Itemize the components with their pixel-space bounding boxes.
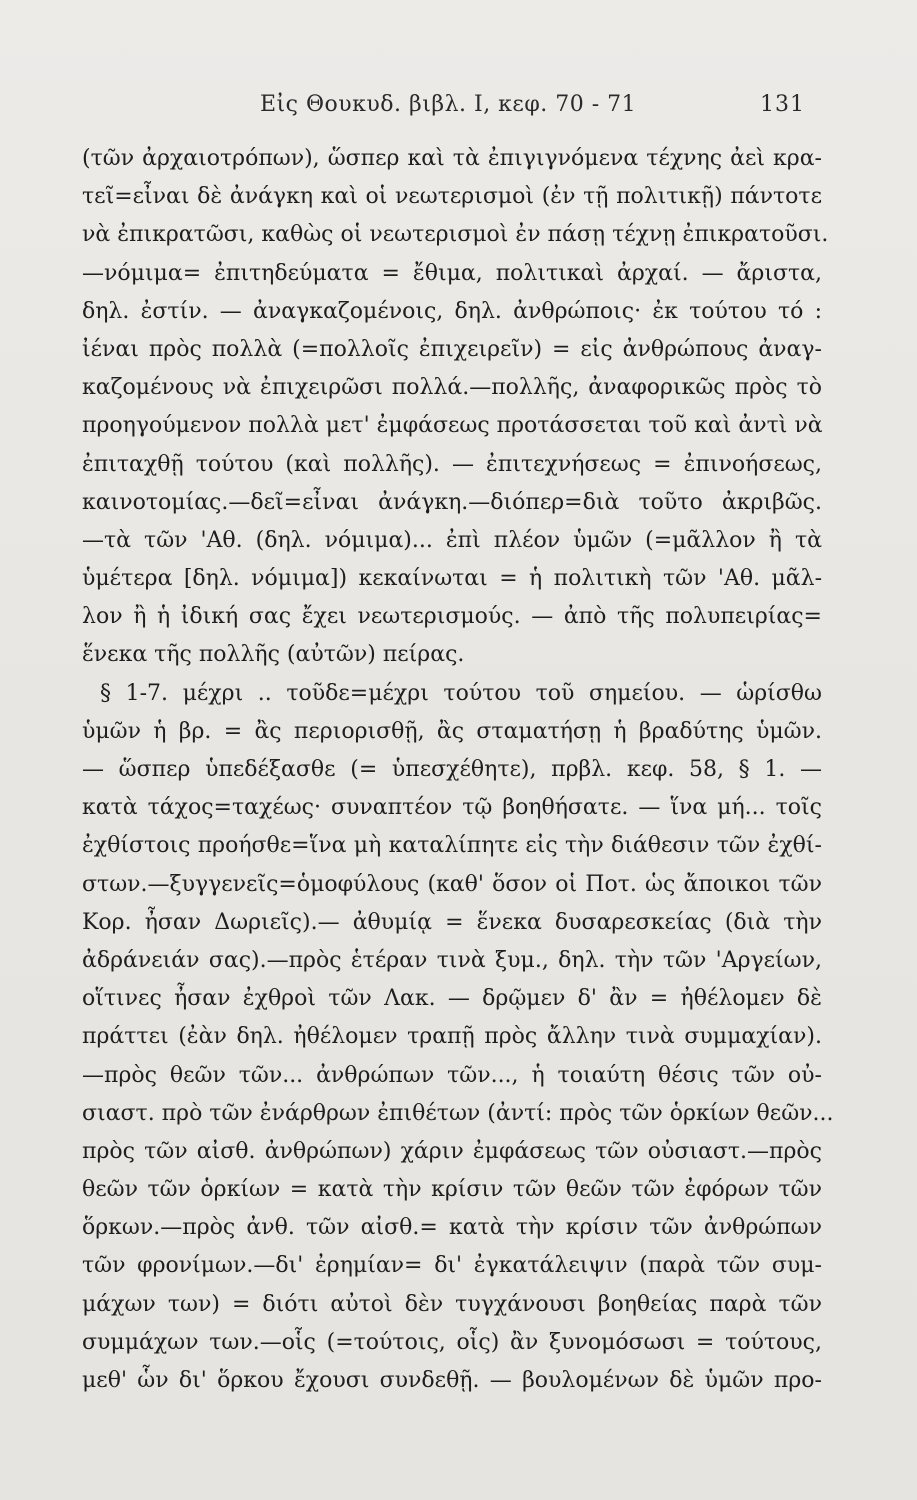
text-line: στων.—ξυγγενεῖς=ὁμοφύλους (καθ' ὅσον οἱ Ποτ. ὡς ἄποικοι τῶν	[82, 871, 822, 897]
text-line: προηγούμενον πολλὰ μετ' ἐμφάσεως προτάσσεται τοῦ καὶ ἀντὶ νὰ	[82, 413, 823, 439]
text-line: —τὰ τῶν 'Αθ. (δηλ. νόμιμα)... ἐπὶ πλέον ὑμῶν (=μᾶλλον ἢ τὰ	[82, 527, 822, 553]
text-line: κατὰ τάχος=ταχέως· συναπτέον τῷ βοηθήσατε. — ἵνα μή... τοῖς	[82, 795, 822, 821]
text-line: ὑμέτερα [δηλ. νόμιμα]) κεκαίνωται = ἡ πολιτικὴ τῶν 'Αθ. μᾶλ-	[82, 566, 822, 592]
text-line: σιαστ. πρὸ τῶν ἐνάρθρων ἐπιθέτων (ἀντί: πρὸς τῶν ὁρκίων θεῶν...	[82, 1100, 834, 1126]
text-line: ἐχθίστοις προήσθε=ἵνα μὴ καταλίπητε εἰς τὴν διάθεσιν τῶν ἐχθί-	[82, 833, 822, 859]
text-line: πράττει (ἐὰν δηλ. ἠθέλομεν τραπῇ πρὸς ἄλλην τινὰ συμμαχίαν).	[82, 1024, 822, 1050]
text-line: μάχων των) = διότι αὐτοὶ δὲν τυγχάνουσι βοηθείας παρὰ τῶν	[82, 1291, 822, 1317]
text-line: ἐπιταχθῇ τούτου (καὶ πολλῆς). — ἐπιτεχνήσεως = ἐπινοήσεως,	[82, 451, 822, 477]
text-line: συμμάχων των.—οἷς (=τούτοις, οἷς) ἂν ξυνομόσωσι = τούτους,	[82, 1329, 822, 1355]
text-line: ἰέναι πρὸς πολλὰ (=πολλοῖς ἐπιχειρεῖν) = εἰς ἀνθρώπους ἀναγ-	[82, 336, 822, 362]
page-header	[0, 84, 917, 124]
text-line: νὰ ἐπικρατῶσι, καθὼς οἱ νεωτερισμοὶ ἐν πάσῃ τέχνῃ ἐπικρατοῦσι.	[82, 222, 829, 248]
commentary-text	[82, 140, 834, 1400]
text-line: καινοτομίας.—δεῖ=εἶναι ἀνάγκη.—διόπερ=διὰ τοῦτο ἀκριβῶς.	[82, 489, 822, 515]
text-line: οἵτινες ἦσαν ἐχθροὶ τῶν Λακ. — δρῷμεν δ' ἂν = ἠθέλομεν δὲ	[82, 986, 822, 1012]
text-line: πρὸς τῶν αἰσθ. ἀνθρώπων) χάριν ἐμφάσεως τῶν οὐσιαστ.—πρὸς	[82, 1138, 822, 1164]
text-line: θεῶν τῶν ὁρκίων = κατὰ τὴν κρίσιν τῶν θεῶν τῶν ἐφόρων τῶν	[82, 1177, 822, 1203]
text-line: —πρὸς θεῶν τῶν... ἀνθρώπων τῶν..., ἡ τοιαύτη θέσις τῶν οὐ-	[82, 1062, 822, 1088]
text-line: μεθ' ὧν δι' ὅρκου ἔχουσι συνδεθῇ. — βουλομένων δὲ ὑμῶν προ-	[82, 1368, 822, 1393]
text-line: ὅρκων.—πρὸς ἀνθ. τῶν αἰσθ.= κατὰ τὴν κρίσιν τῶν ἀνθρώπων	[82, 1215, 822, 1241]
text-line: (τῶν ἀρχαιοτρόπων), ὥσπερ καὶ τὰ ἐπιγιγνόμενα τέχνης ἀεὶ κρα-	[82, 146, 822, 171]
text-line: καζομένους νὰ ἐπιχειρῶσι πολλά.—πολλῆς, ἀναφορικῶς πρὸς τὸ	[82, 375, 822, 401]
text-line: τῶν φρονίμων.—δι' ἐρημίαν= δι' ἐγκατάλειψιν (παρὰ τῶν συμ-	[82, 1253, 822, 1279]
text-line: — ὥσπερ ὑπεδέξασθε (= ὑπεσχέθητε), πρβλ. κεφ. 58, § 1. —	[82, 757, 822, 782]
page-number: 131	[760, 92, 805, 117]
running-head: Εἰς Θουκυδ. βιβλ. I, κεφ. 70 - 71	[260, 92, 637, 117]
text-line: ἀδράνειάν σας).—πρὸς ἑτέραν τινὰ ξυμ., δηλ. τὴν τῶν 'Αργείων,	[82, 947, 822, 973]
text-line: τεῖ=εἶναι δὲ ἀνάγκη καὶ οἱ νεωτερισμοὶ (ἐν τῇ πολιτικῇ) πάντοτε	[82, 184, 822, 210]
text-line: § 1-7. μέχρι .. τοῦδε=μέχρι τούτου τοῦ σημείου. — ὡρίσθω	[100, 680, 822, 706]
text-line: —νόμιμα= ἐπιτηδεύματα = ἔθιμα, πολιτικαὶ ἀρχαί. — ἄριστα,	[82, 260, 822, 286]
text-line: ὑμῶν ἡ βρ. = ἂς περιορισθῇ, ἂς σταματήσῃ ἡ βραδύτης ὑμῶν.	[82, 718, 822, 744]
text-line: δηλ. ἐστίν. — ἀναγκαζομένοις, δηλ. ἀνθρώποις· ἐκ τούτου τό :	[82, 298, 822, 324]
text-line: Κορ. ἦσαν Δωριεῖς).— ἀθυμίᾳ = ἕνεκα δυσαρεσκείας (διὰ τὴν	[82, 909, 822, 935]
text-line: λον ἢ ἡ ἰδική σας ἔχει νεωτερισμούς. — ἀπὸ τῆς πολυπειρίας=	[82, 604, 822, 630]
text-line: ἕνεκα τῆς πολλῆς (αὐτῶν) πείρας.	[82, 642, 465, 668]
